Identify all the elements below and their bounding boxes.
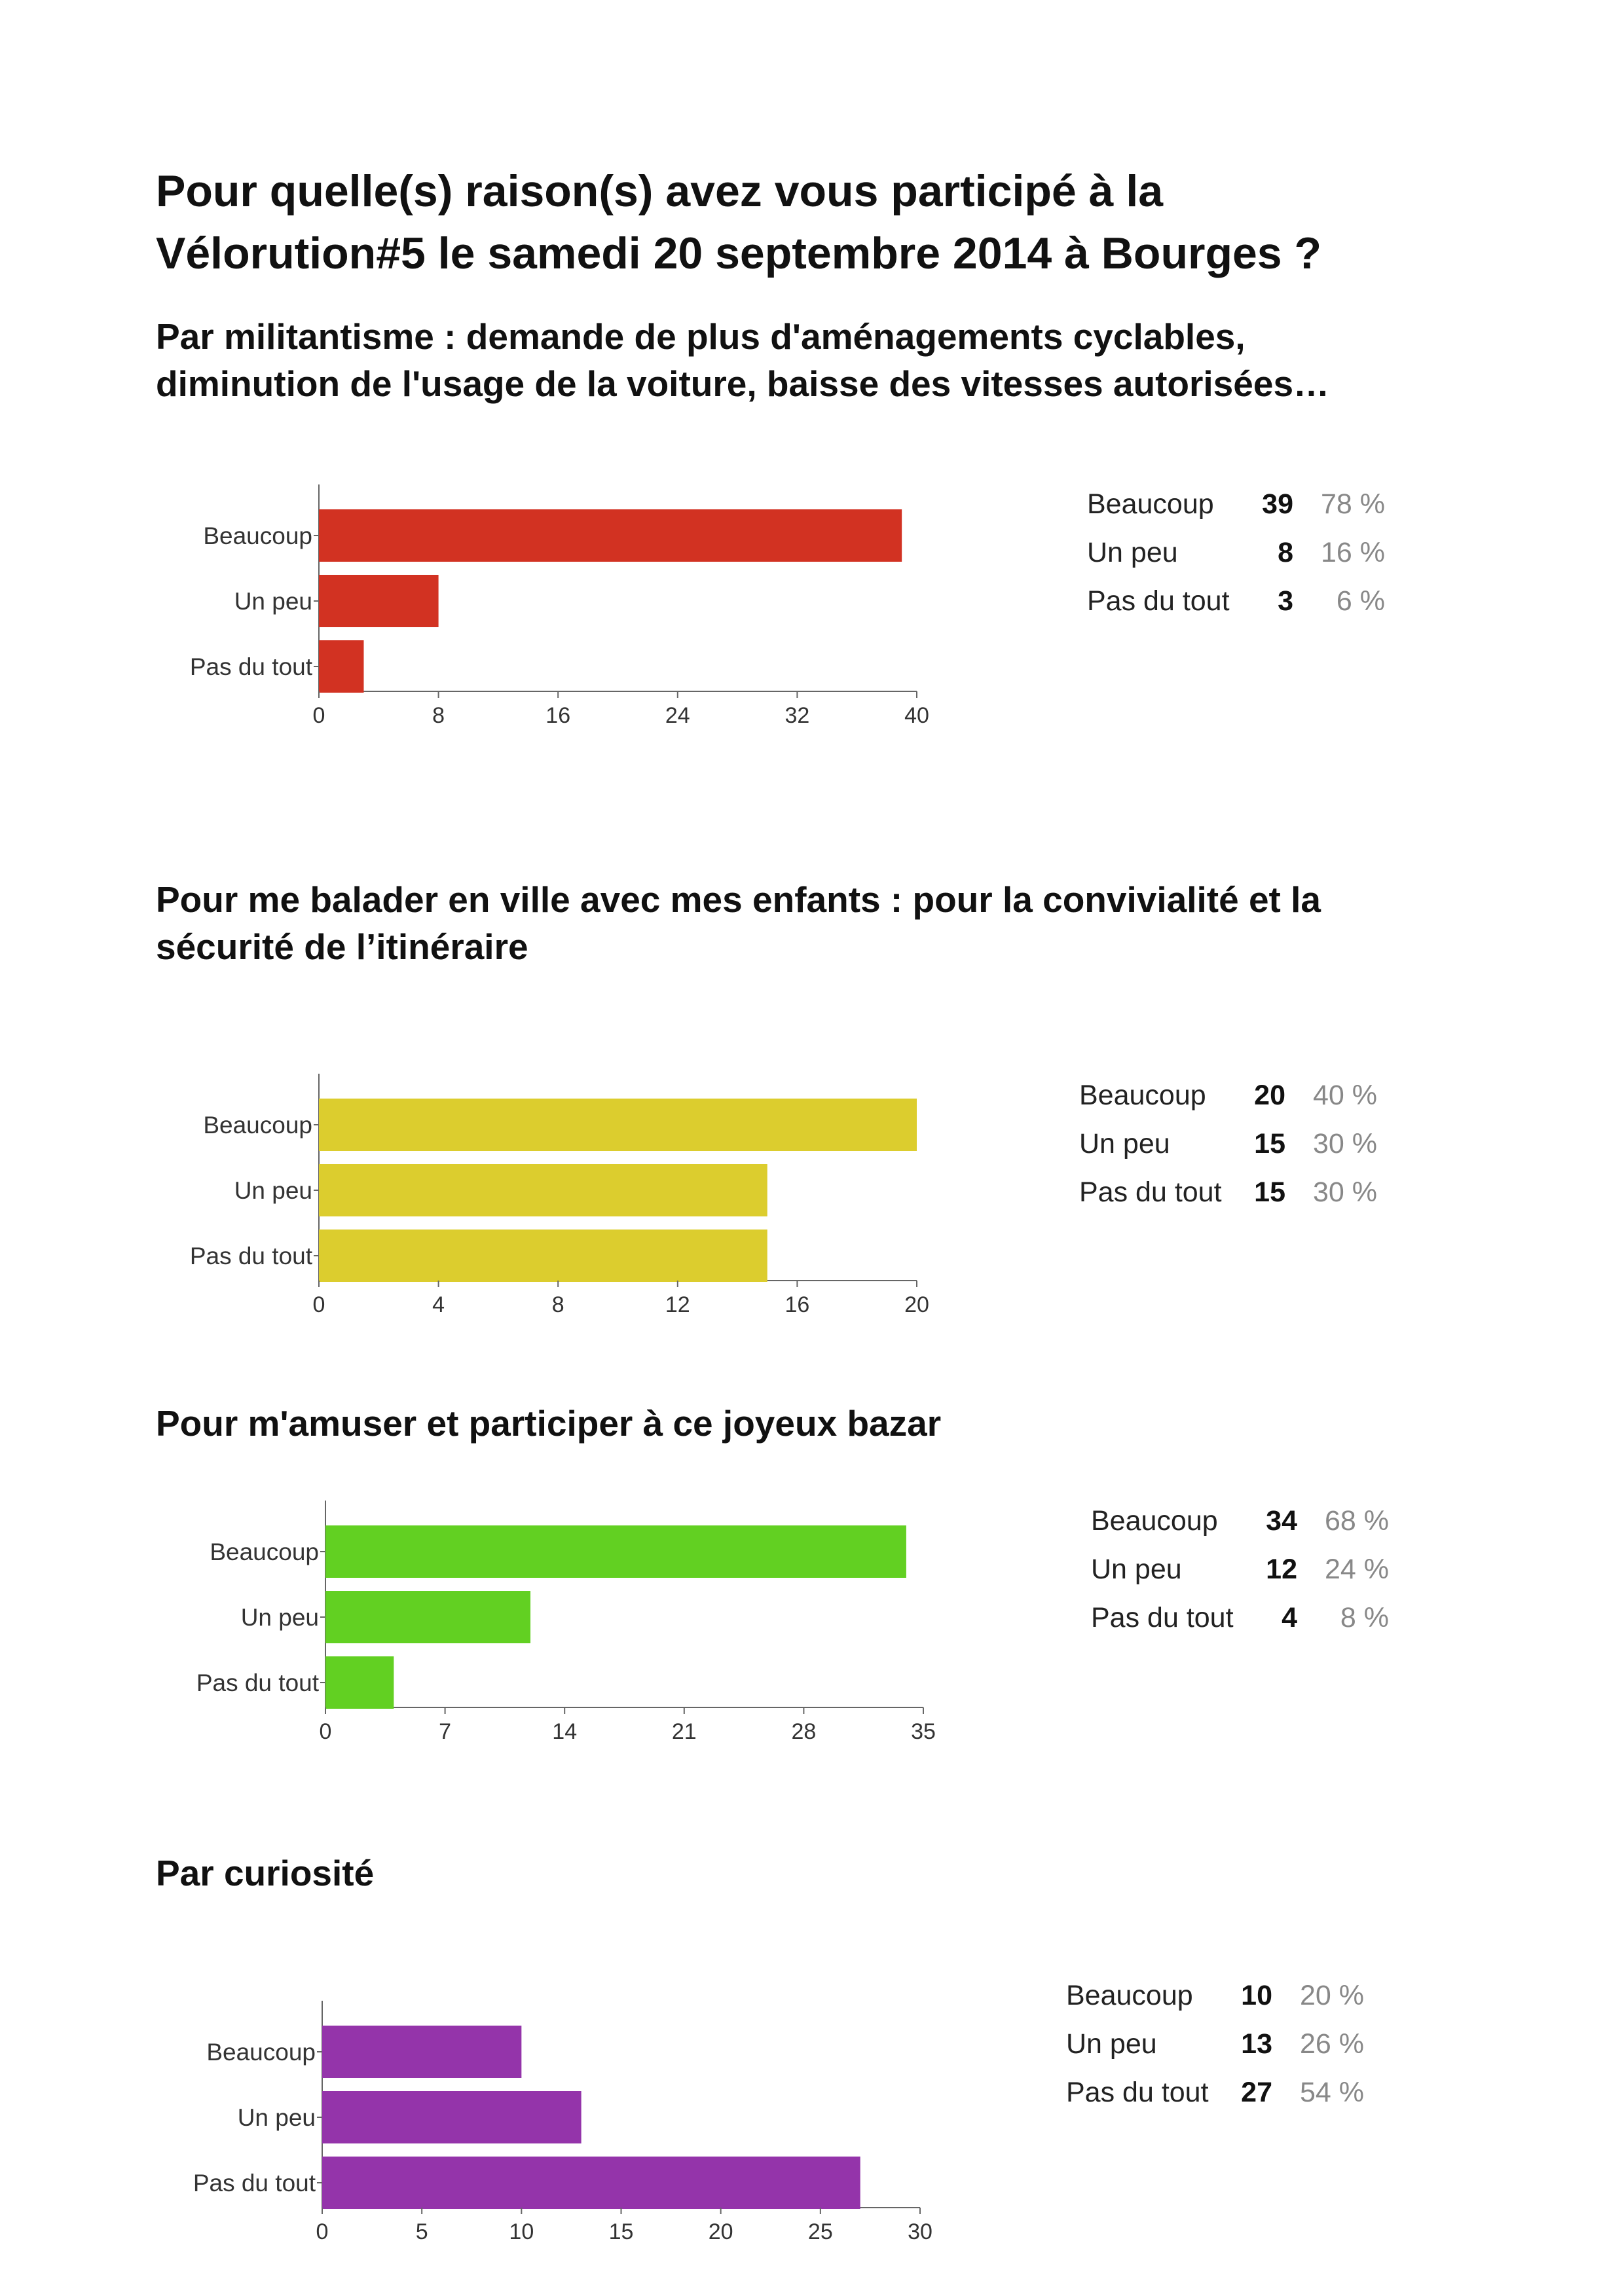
x-tick-label: 16 [545, 703, 571, 728]
category-label: Un peu [234, 588, 312, 615]
x-tick-label: 0 [319, 1719, 332, 1744]
stats-count: 27 [1241, 2076, 1272, 2108]
stats-row [1091, 1594, 1389, 1642]
category-label: Pas du tout [189, 653, 312, 680]
stats-label: Un peu [1079, 1127, 1170, 1159]
bar-beaucoup [322, 2026, 521, 2078]
x-tick-label: 20 [904, 1292, 929, 1317]
stats-amuser [1091, 1497, 1389, 1642]
x-tick-label: 40 [904, 703, 929, 728]
bar-beaucoup [319, 509, 902, 562]
stats-percent: 30 % [1312, 1176, 1377, 1208]
x-tick-label: 30 [908, 2219, 932, 2244]
stats-label: Pas du tout [1087, 585, 1230, 617]
stats-percent: 20 % [1299, 1979, 1364, 2011]
question-line: Par militantisme : demande de plus d'aménagements cyclables, [156, 316, 1246, 357]
category-label: Pas du tout [189, 1243, 312, 1269]
stats-percent: 40 % [1312, 1079, 1377, 1111]
stats-percent: 24 % [1324, 1553, 1389, 1585]
stats-militantisme [1087, 480, 1385, 625]
stats-percent: 78 % [1320, 488, 1385, 520]
x-tick-label: 35 [911, 1719, 936, 1744]
category-label: Beaucoup [203, 1112, 312, 1139]
stats-row [1066, 2020, 1364, 2068]
bar-un-peu [322, 2091, 581, 2143]
question-militantisme [156, 313, 1329, 407]
category-label: Beaucoup [206, 2039, 316, 2066]
stats-row [1079, 1168, 1377, 1216]
category-label: Un peu [234, 1177, 312, 1204]
x-tick-label: 14 [552, 1719, 578, 1744]
stats-percent: 26 % [1299, 2028, 1364, 2060]
page-title [156, 160, 1321, 285]
stats-label: Pas du tout [1091, 1601, 1234, 1633]
stats-percent: 68 % [1324, 1504, 1389, 1537]
x-tick-label: 0 [316, 2219, 329, 2244]
x-tick-label: 8 [432, 703, 445, 728]
bar-un-peu [319, 1164, 767, 1216]
stats-label: Un peu [1087, 536, 1178, 568]
stats-count: 15 [1254, 1127, 1285, 1159]
chart-amuser [7, 1487, 989, 1776]
x-tick-label: 10 [509, 2219, 534, 2244]
stats-count: 8 [1278, 536, 1293, 568]
bar-pas-du-tout [325, 1656, 394, 1709]
x-tick-label: 5 [415, 2219, 428, 2244]
stats-count: 15 [1254, 1176, 1285, 1208]
stats-row [1066, 1971, 1364, 2020]
category-label: Pas du tout [193, 2170, 316, 2196]
stats-count: 20 [1254, 1079, 1285, 1111]
chart-militantisme [0, 471, 982, 759]
stats-row [1091, 1497, 1389, 1545]
bar-beaucoup [325, 1525, 906, 1578]
x-tick-label: 28 [791, 1719, 817, 1744]
question-amuser [156, 1400, 941, 1447]
category-label: Beaucoup [203, 522, 312, 549]
x-tick-label: 8 [551, 1292, 564, 1317]
stats-count: 34 [1266, 1504, 1297, 1537]
bar-pas-du-tout [322, 2157, 860, 2209]
stats-percent: 54 % [1299, 2076, 1364, 2108]
stats-percent: 6 % [1336, 585, 1385, 617]
x-tick-label: 20 [708, 2219, 733, 2244]
stats-row [1091, 1545, 1389, 1594]
category-label: Beaucoup [210, 1539, 319, 1565]
stats-label: Beaucoup [1079, 1079, 1206, 1111]
x-tick-label: 16 [784, 1292, 810, 1317]
stats-count: 39 [1262, 488, 1293, 520]
stats-count: 12 [1266, 1553, 1297, 1585]
stats-label: Un peu [1091, 1553, 1182, 1585]
question-line: Pour m'amuser et participer à ce joyeux bazar [156, 1403, 942, 1444]
stats-row [1079, 1071, 1377, 1120]
question-line: Par curiosité [156, 1853, 375, 1893]
category-label: Pas du tout [196, 1669, 319, 1696]
stats-label: Pas du tout [1079, 1176, 1222, 1208]
page-title-line: Vélorution#5 le samedi 20 septembre 2014 à Bourges ? [156, 228, 1322, 278]
question-line: sécurité de l’itinéraire [156, 926, 528, 967]
stats-balade-enfants [1079, 1071, 1377, 1216]
stats-count: 10 [1241, 1979, 1272, 2011]
x-tick-label: 0 [312, 703, 325, 728]
stats-percent: 30 % [1312, 1127, 1377, 1159]
question-curiosite [156, 1850, 374, 1897]
x-tick-label: 32 [784, 703, 810, 728]
x-tick-label: 7 [439, 1719, 452, 1744]
stats-row [1087, 480, 1385, 528]
stats-percent: 8 % [1340, 1601, 1389, 1633]
stats-label: Beaucoup [1087, 488, 1214, 520]
stats-label: Un peu [1066, 2028, 1157, 2060]
x-tick-label: 25 [807, 2219, 833, 2244]
category-label: Un peu [237, 2104, 316, 2131]
stats-count: 13 [1241, 2028, 1272, 2060]
stats-row [1066, 2068, 1364, 2117]
x-tick-label: 12 [665, 1292, 690, 1317]
x-tick-label: 24 [665, 703, 690, 728]
bar-beaucoup [319, 1099, 917, 1151]
question-line: diminution de l'usage de la voiture, baisse des vitesses autorisées… [156, 363, 1330, 404]
chart-curiosite [3, 1988, 986, 2276]
stats-percent: 16 % [1320, 536, 1385, 568]
page-title-line: Pour quelle(s) raison(s) avez vous participé à la [156, 166, 1164, 216]
x-tick-label: 15 [608, 2219, 634, 2244]
stats-curiosite [1066, 1971, 1364, 2117]
x-tick-label: 21 [671, 1719, 697, 1744]
stats-label: Beaucoup [1066, 1979, 1193, 2011]
stats-row [1087, 528, 1385, 577]
stats-count: 3 [1278, 585, 1293, 617]
question-balade-enfants [156, 876, 1321, 970]
bar-un-peu [325, 1591, 530, 1643]
chart-balade-enfants [0, 1061, 982, 1349]
stats-row [1079, 1120, 1377, 1168]
stats-label: Pas du tout [1066, 2076, 1209, 2108]
question-line: Pour me balader en ville avec mes enfants : pour la convivialité et la [156, 879, 1321, 920]
x-tick-label: 4 [432, 1292, 445, 1317]
category-label: Un peu [240, 1604, 319, 1631]
bar-pas-du-tout [319, 1230, 767, 1282]
bar-un-peu [319, 575, 439, 627]
bar-pas-du-tout [319, 640, 363, 693]
stats-count: 4 [1282, 1601, 1297, 1633]
x-tick-label: 0 [312, 1292, 325, 1317]
stats-row [1087, 577, 1385, 625]
stats-label: Beaucoup [1091, 1504, 1218, 1537]
